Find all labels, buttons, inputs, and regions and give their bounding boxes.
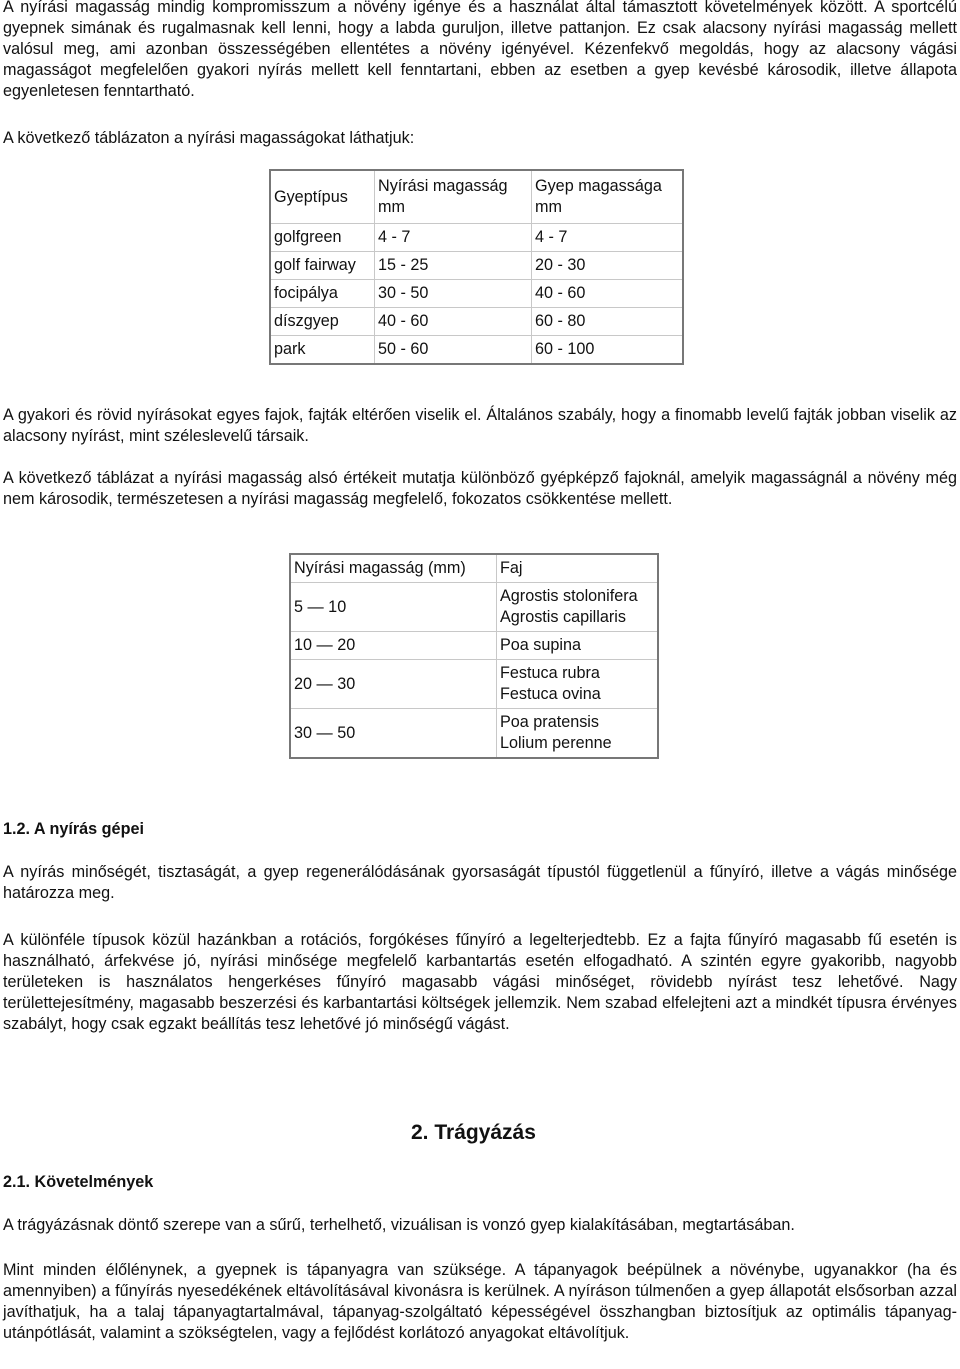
table-cell: 30 — 50 xyxy=(290,709,497,759)
table-header-row xyxy=(290,554,658,583)
table-row xyxy=(270,280,683,308)
table-cell-species: Poa supina xyxy=(497,632,659,660)
table-cell: 5 — 10 xyxy=(290,583,497,632)
table-row xyxy=(290,709,658,759)
species-name: Agrostis capillaris xyxy=(500,608,626,626)
table-cell: 60 - 80 xyxy=(532,308,684,336)
species-name: Lolium perenne xyxy=(500,734,612,752)
paragraph-machines-1: A nyírás minőségét, tisztaságát, a gyep regenerálódásának gyorsaságát típustól függetlenül a fűnyíró, illetve a vágás minősége határozza meg. xyxy=(3,863,957,902)
table-cell: focipálya xyxy=(270,280,375,308)
table-cell: 4 - 7 xyxy=(532,224,684,252)
table-row xyxy=(270,252,683,280)
table-header-cell: Nyírási magasság mm xyxy=(375,170,532,224)
table-cell-species xyxy=(497,583,659,632)
table-cell: golf fairway xyxy=(270,252,375,280)
species-name: Poa pratensis xyxy=(500,713,599,731)
table-cell: 30 - 50 xyxy=(375,280,532,308)
table-header-cell: Nyírási magasság (mm) xyxy=(290,554,497,583)
table-cell: golfgreen xyxy=(270,224,375,252)
table-header-cell: Gyep magassága mm xyxy=(532,170,684,224)
table-cell: 4 - 7 xyxy=(375,224,532,252)
table-cell: park xyxy=(270,336,375,365)
table-cell: 40 - 60 xyxy=(532,280,684,308)
table-row xyxy=(270,224,683,252)
species-height-table xyxy=(289,553,659,759)
paragraph-machines-2: A különféle típusok közül hazánkban a rotációs, forgókéses fűnyíró a legelterjedtebb. Ez a fajta fűnyíró magasabb fű esetén is használható, árfekvése jó, nyírási minősége megfelelő karbantartás esetén elfogadható. A szintén egyre gyakoribb, nagyobb területeken is használatos hengerkéses fűnyíró magasabb vágási minőséget, rövidebb nyírást tesz lehetővé. Nagy területtejesítmény, magasabb beszerzési és karbantartási költségek jellemzik. Nem szabad elfelejteni azt a mindkét típusra érvényes szabályt, hogy csak egzakt beállítás tesz lehetővé jó minőségű vágást. xyxy=(3,931,957,1033)
paragraph-after-table1: A gyakori és rövid nyírásokat egyes fajok, fajták eltérően viselik el. Általános szabály, hogy a finomabb levelű fajták jobban viselik az alacsony nyírást, mint széleslevelű társaik. xyxy=(3,406,957,445)
chapter-heading-2: 2. Trágyázás xyxy=(411,1121,536,1144)
table-row xyxy=(270,308,683,336)
paragraph-fertilization-1: A trágyázásnak döntő szerepe van a sűrű, terhelhető, vizuálisan is vonzó gyep kialakításában, megtartásában. xyxy=(3,1216,795,1234)
table-cell: 15 - 25 xyxy=(375,252,532,280)
species-name: Festuca rubra xyxy=(500,664,600,682)
table-cell: 50 - 60 xyxy=(375,336,532,365)
table-cell: 40 - 60 xyxy=(375,308,532,336)
table-header-cell: Faj xyxy=(497,554,659,583)
table-header-row xyxy=(270,170,683,224)
mowing-height-table xyxy=(269,169,684,365)
section-heading-2-1: 2.1. Követelmények xyxy=(3,1173,154,1191)
table-row xyxy=(290,632,658,660)
table-row xyxy=(290,583,658,632)
paragraph-table2-intro: A következő táblázat a nyírási magasság alsó értékeit mutatja különböző gyépképző fajoknál, amelyik magasságnál a növény még nem károsodik, természetesen a nyírási magasság megfelelő, fokozatos csökkentése mellett. xyxy=(3,469,957,508)
paragraph-fertilization-2: Mint minden élőlénynek, a gyepnek is tápanyagra van szüksége. A tápanyagok beépülnek a növénybe, ugyanakkor (ha és amennyiben) a fűnyírás nyesedékének eltávolításával kivonásra is kerülnek. A nyíráson túlmenően a gyep állapotát elsősorban azzal javíthatjuk, ha a talaj tápanyagtartalmával, tápanyag-szolgáltató képességével összhangban biztosítjuk az optimális tápanyag-utánpótlását, valamint a szökségtelen, vagy a fejlődést korlátozó anyagokat eltávolítjuk. xyxy=(3,1261,957,1342)
species-name: Agrostis stolonifera xyxy=(500,587,638,605)
table-cell: 10 — 20 xyxy=(290,632,497,660)
table-header-cell: Gyeptípus xyxy=(270,170,375,224)
table-cell: díszgyep xyxy=(270,308,375,336)
table-cell-species xyxy=(497,660,659,709)
table-cell: 60 - 100 xyxy=(532,336,684,365)
paragraph-intro: A nyírási magasság mindig kompromisszum a növény igénye és a használat által támasztott követelmények között. A sportcélú gyepnek simának és rugalmasnak kell lenni, hogy a labda guruljon, illetve pattanjon. Ez csak alacsony nyírási magasság mellett valósul meg, ami azonban összességében ellentétes a növény igényével. Kézenfekvő megoldás, hogy az alacsony vágási magasságot megfelelően gyakori nyírás mellett kell fenntartani, ebben az esetben a gyep kevésbé károsodik, illetve állapota egyenletesen fenntartható. xyxy=(3,0,957,100)
section-heading-1-2: 1.2. A nyírás gépei xyxy=(3,820,144,838)
table-cell: 20 — 30 xyxy=(290,660,497,709)
paragraph-table1-intro: A következő táblázaton a nyírási magasságokat láthatjuk: xyxy=(3,129,415,147)
species-name: Festuca ovina xyxy=(500,685,601,703)
table-cell-species xyxy=(497,709,659,759)
table-cell: 20 - 30 xyxy=(532,252,684,280)
table-row xyxy=(290,660,658,709)
table-row xyxy=(270,336,683,365)
